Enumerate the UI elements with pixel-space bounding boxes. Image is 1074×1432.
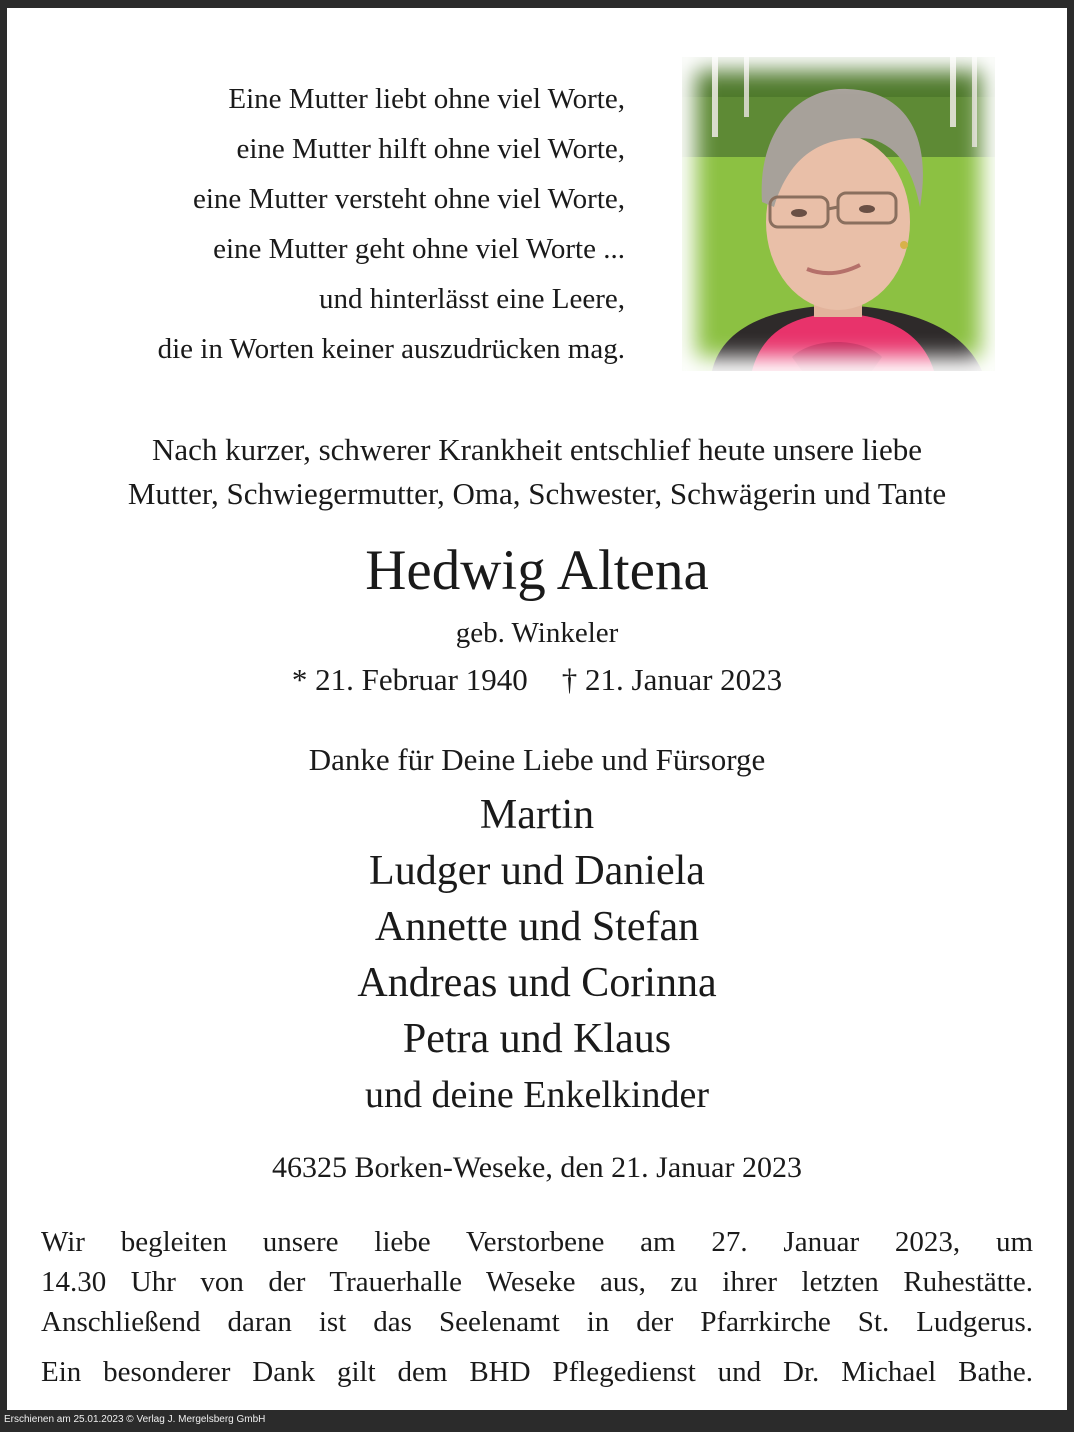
intro-line: Mutter, Schwiegermutter, Oma, Schwester, Schwägerin und Tante [127, 476, 947, 511]
poem-line: eine Mutter versteht ohne viel Worte, [193, 183, 625, 215]
family-member: Annette und Stefan [374, 904, 700, 950]
poem [47, 74, 625, 374]
poem-line: eine Mutter hilft ohne viel Worte, [236, 133, 625, 165]
funeral-line: Wir begleiten unsere liebe Verstorbene am 27. Januar 2023, um [41, 1226, 1033, 1258]
poem-line: die in Worten keiner auszudrücken mag. [157, 333, 625, 365]
birth-date: * 21. Februar 1940 [291, 662, 528, 697]
deceased-name: Hedwig Altena [365, 539, 709, 602]
place-date: 46325 Borken-Weseke, den 21. Januar 2023 [272, 1151, 802, 1184]
publication-footer: Erschienen am 25.01.2023 © Verlag J. Mergelsberg GmbH [4, 1414, 266, 1425]
poem-line: und hinterlässt eine Leere, [319, 283, 625, 315]
funeral-details [41, 1222, 1033, 1342]
intro-text [7, 428, 1067, 516]
poem-line: Eine Mutter liebt ohne viel Worte, [228, 83, 625, 115]
funeral-line: Anschließend daran ist das Seelenamt in der Pfarrkirche St. Ludgerus. [41, 1306, 1033, 1338]
family-member: Ludger und Daniela [369, 848, 705, 894]
family-member: Petra und Klaus [402, 1016, 672, 1062]
portrait-illustration [682, 57, 995, 371]
obituary-notice [7, 8, 1067, 1410]
intro-line: Nach kurzer, schwerer Krankheit entschlief heute unsere liebe [152, 432, 922, 467]
poem-line: eine Mutter geht ohne viel Worte ... [213, 233, 625, 265]
family-member: Andreas und Corinna [357, 960, 717, 1006]
death-date: † 21. Januar 2023 [561, 662, 783, 697]
special-thanks: Ein besonderer Dank gilt dem BHD Pflegedienst und Dr. Michael Bathe. [41, 1356, 1033, 1388]
portrait-photo [682, 57, 995, 371]
family-member: und deine Enkelkinder [364, 1074, 709, 1116]
life-dates [7, 660, 1067, 700]
birth-name: geb. Winkeler [455, 617, 619, 649]
funeral-line: 14.30 Uhr von der Trauerhalle Weseke aus, zu ihrer letzten Ruhestätte. [41, 1266, 1033, 1298]
thanks-line: Danke für Deine Liebe und Fürsorge [308, 742, 766, 777]
family-member: Martin [479, 792, 595, 838]
